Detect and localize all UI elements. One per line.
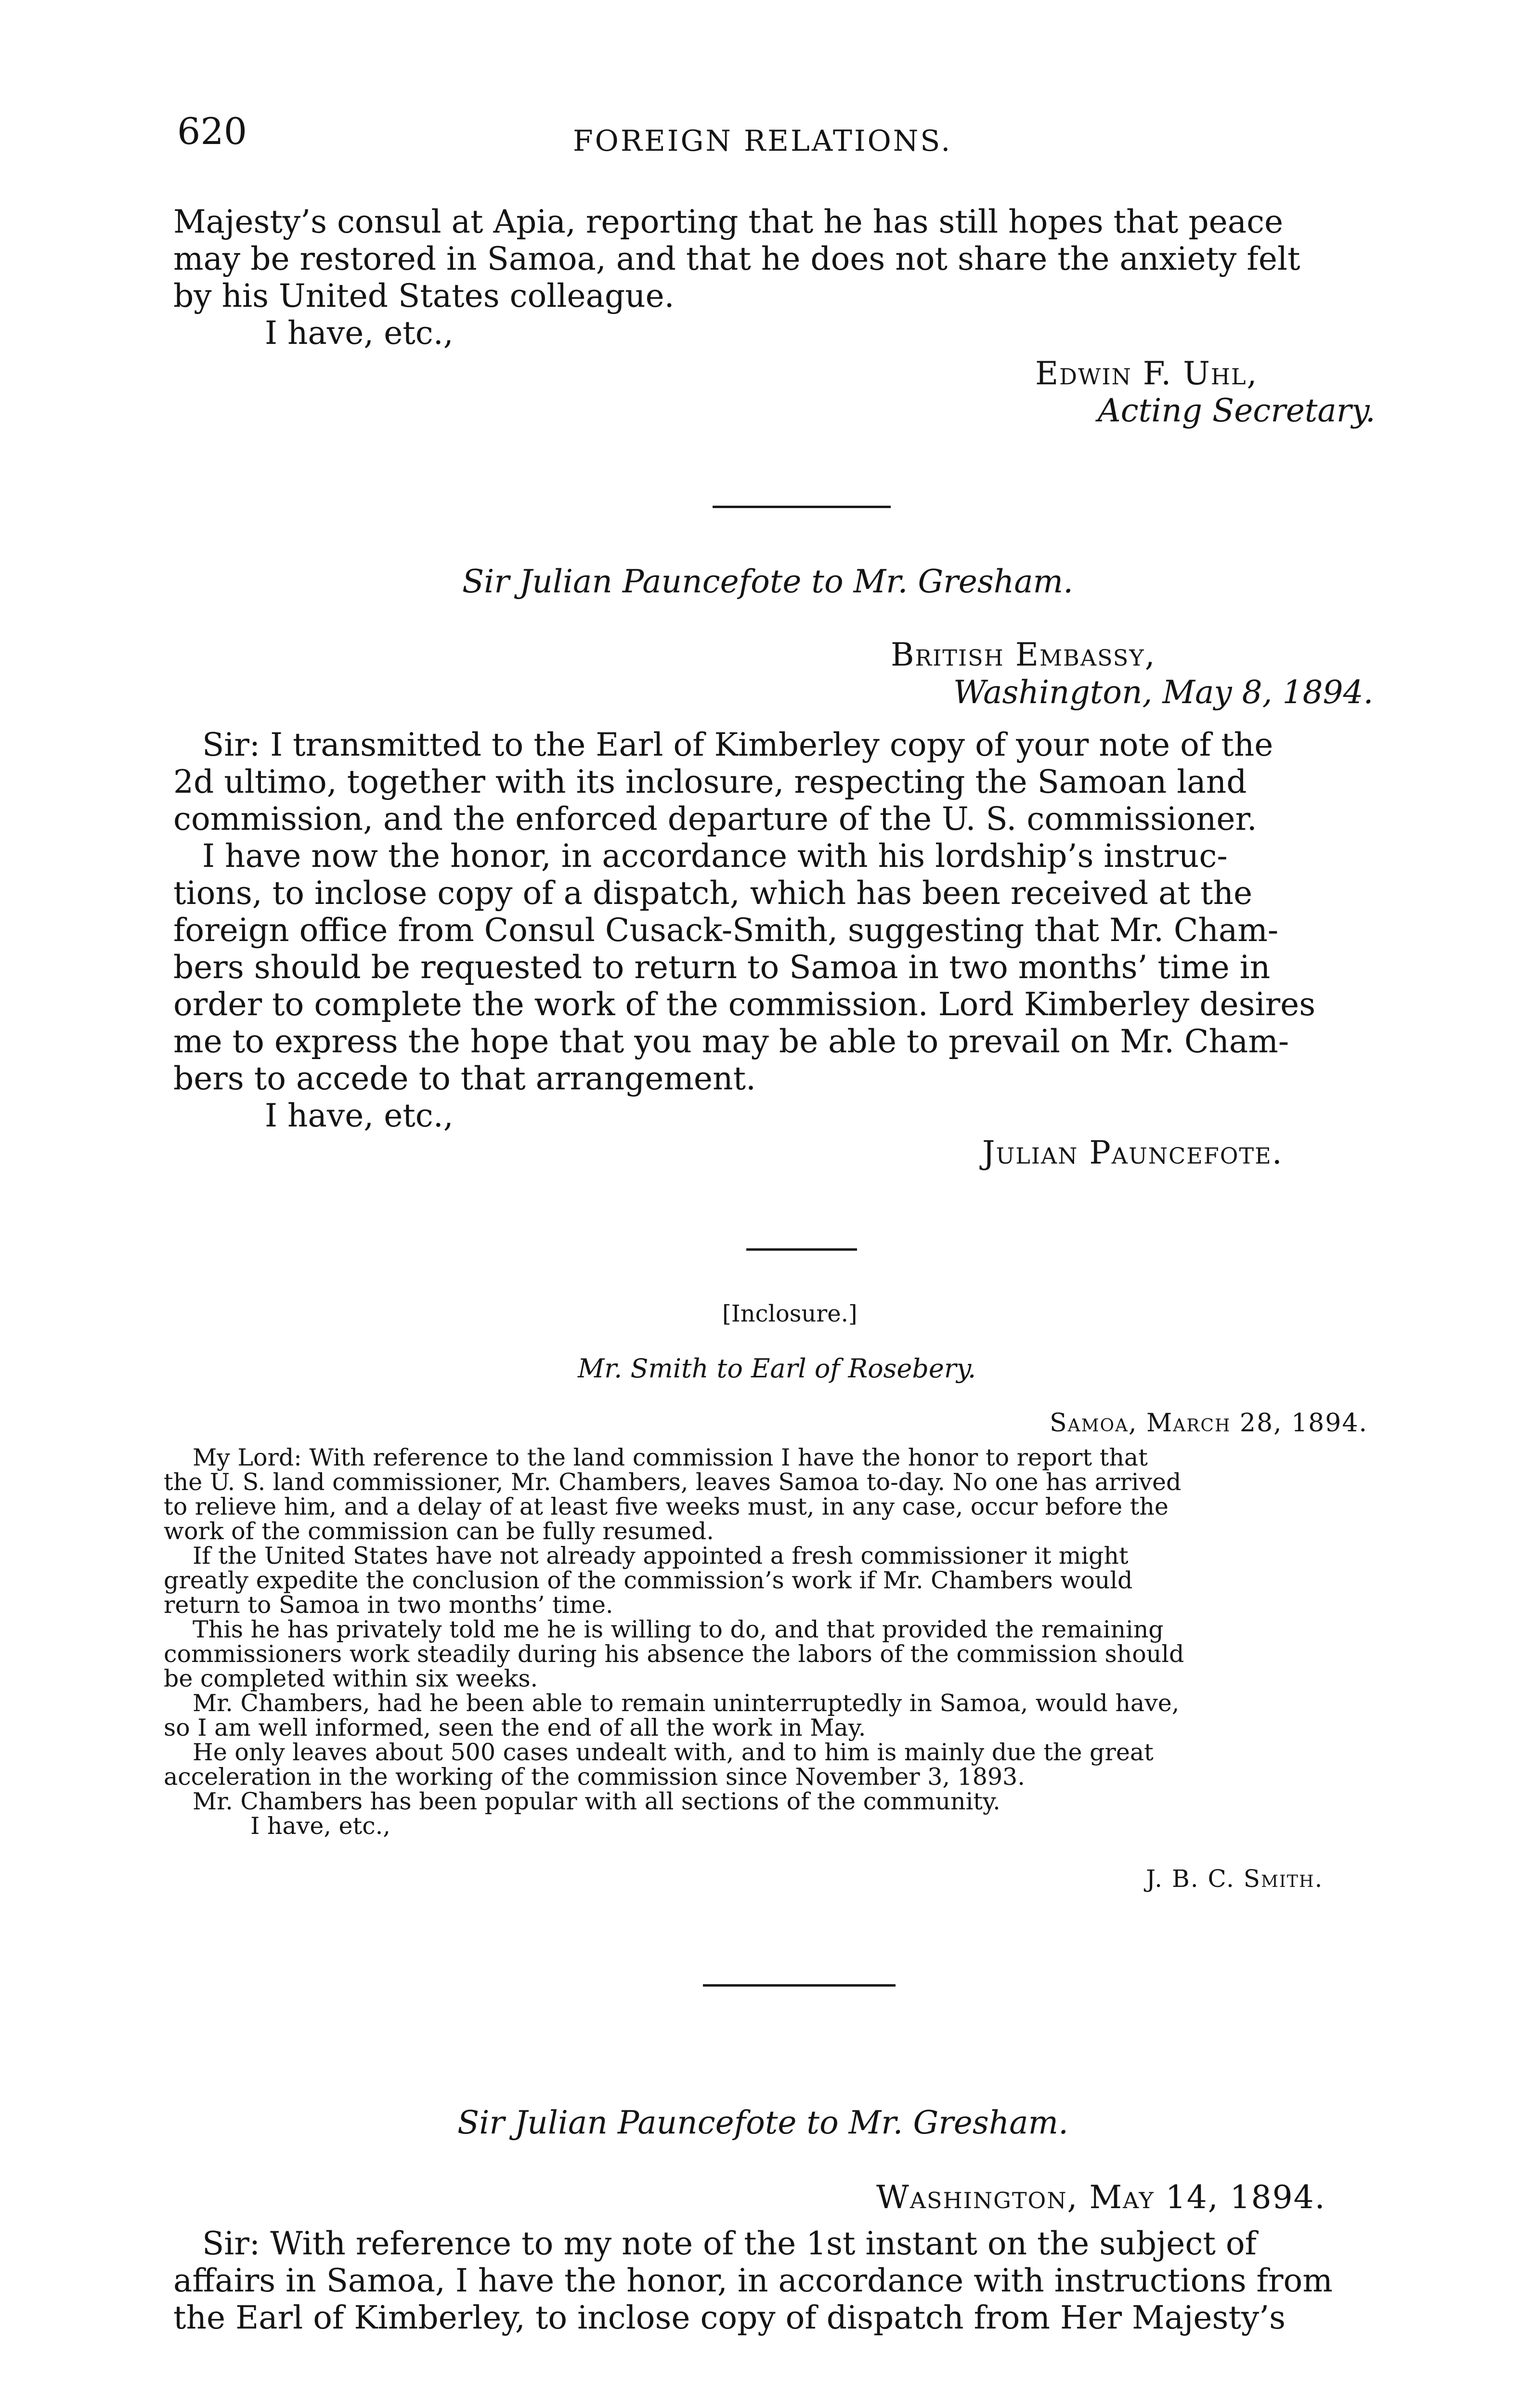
letter-dateline: Washington, May 14, 1894. [876,2179,1326,2216]
inclosure-label: [Inclosure.] [722,1300,857,1327]
signature: J. B. C. Smith. [1146,1865,1324,1893]
text-line: me to express the hope that you may be able to prevail on Mr. Cham- [173,1023,1289,1060]
text-line: affairs in Samoa, I have the honor, in accordance with instructions from [173,2262,1333,2299]
text-line: the Earl of Kimberley, to inclose copy of dispatch from Her Majesty’s [173,2299,1286,2336]
signer-name: Edwin F. Uhl, [1035,355,1258,392]
text-line: return to Samoa in two months’ time. [164,1591,613,1619]
text-line: Mr. Chambers has been popular with all sections of the community. [193,1788,1000,1815]
signer-title: Acting Secretary. [1098,392,1376,429]
text-line: He only leaves about 500 cases undealt with, and to him is mainly due the great [193,1739,1154,1766]
text-line: Sir: With reference to my note of the 1st instant on the subject of [202,2225,1257,2262]
letter-date: Washington, May 8, 1894. [953,674,1374,711]
page-number: 620 [177,110,247,153]
text-line: so I am well informed, seen the end of all the work in May. [164,1714,866,1741]
text-line: the U. S. land commissioner, Mr. Chambers, leaves Samoa to-day. No one has arrived [164,1468,1182,1496]
letter-heading: Sir Julian Pauncefote to Mr. Gresham. [462,563,1074,600]
signature: Julian Pauncefote. [982,1134,1283,1171]
letter-heading: Sir Julian Pauncefote to Mr. Gresham. [457,2104,1069,2141]
inclosure-dateline: Samoa, March 28, 1894. [1050,1409,1368,1438]
text-line: commission, and the enforced departure of the U. S. commissioner. [173,800,1257,838]
text-line: If the United States have not already appointed a fresh commissioner it might [193,1542,1129,1570]
text-line: foreign office from Consul Cusack-Smith, suggesting that Mr. Cham- [173,912,1279,949]
text-line: This he has privately told me he is willing to do, and that provided the remaining [193,1616,1164,1643]
text-line: I have now the honor, in accordance with his lordship’s instruc- [202,838,1228,875]
section-divider [746,1248,857,1251]
text-line: Mr. Chambers, had he been able to remain uninterruptedly in Samoa, would have, [193,1689,1180,1717]
text-line: work of the commission can be fully resumed. [164,1518,714,1545]
text-line: tions, to inclose copy of a dispatch, which has been received at the [173,875,1253,912]
letter-place: British Embassy, [891,636,1156,673]
section-divider [713,506,891,508]
inclosure-heading: Mr. Smith to Earl of Rosebery. [578,1353,976,1384]
text-line: order to complete the work of the commission. Lord Kimberley desires [173,986,1316,1023]
text-line: 2d ultimo, together with its inclosure, respecting the Samoan land [173,763,1247,800]
text-line: bers should be requested to return to Samoa in two months’ time in [173,949,1271,986]
running-title: FOREIGN RELATIONS. [573,124,952,158]
text-line: Majesty’s consul at Apia, reporting that he has still hopes that peace [173,203,1284,240]
closing-line: I have, etc., [265,1097,454,1134]
text-line: be completed within six weeks. [164,1665,538,1692]
section-divider [703,1984,896,1987]
text-line: acceleration in the working of the commission since November 3, 1893. [164,1763,1025,1791]
closing-line: I have, etc., [250,1812,390,1840]
text-line: My Lord: With reference to the land commission I have the honor to report that [193,1444,1148,1471]
text-line: greatly expedite the conclusion of the commission’s work if Mr. Chambers would [164,1567,1133,1594]
closing-line: I have, etc., [265,314,454,352]
text-line: Sir: I transmitted to the Earl of Kimberley copy of your note of the [202,726,1273,763]
text-line: to relieve him, and a delay of at least five weeks must, in any case, occur before the [164,1493,1169,1520]
text-line: by his United States colleague. [173,277,675,314]
text-line: bers to accede to that arrangement. [173,1060,756,1097]
text-line: may be restored in Samoa, and that he does not share the anxiety felt [173,240,1300,277]
text-line: commissioners work steadily during his absence the labors of the commission should [164,1640,1184,1668]
